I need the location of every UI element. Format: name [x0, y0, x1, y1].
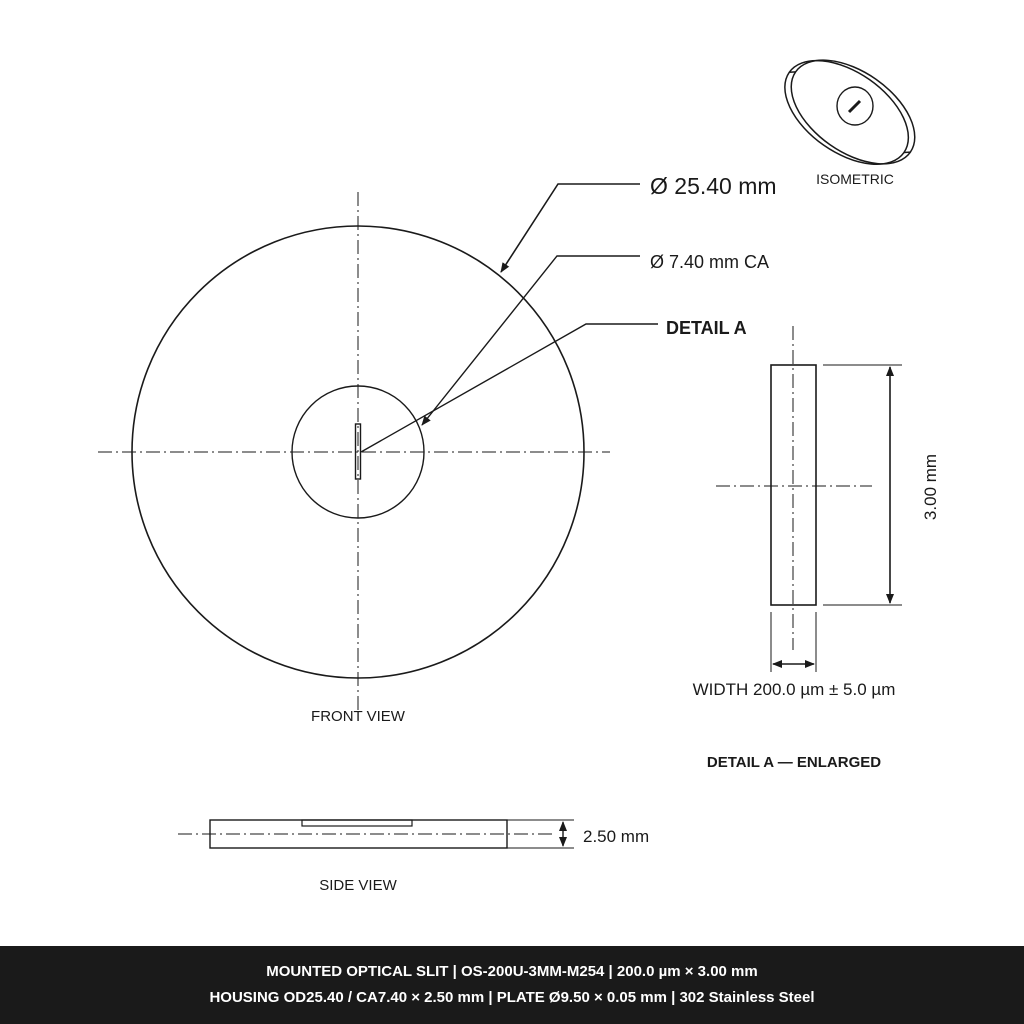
- od-leader: [501, 184, 640, 272]
- side-view-label: SIDE VIEW: [319, 877, 397, 894]
- slit-length-label: 3.00 mm: [921, 453, 940, 521]
- side-view: [178, 820, 649, 894]
- isometric-disc: [773, 39, 934, 185]
- isometric-label: ISOMETRIC: [816, 171, 894, 187]
- od-dimension-label: Ø 25.40 mm: [650, 173, 777, 199]
- ca-dimension-label: Ø 7.40 mm CA: [650, 252, 770, 272]
- detail-callout-label: DETAIL A: [666, 318, 747, 338]
- title-block-line-1: MOUNTED OPTICAL SLIT | OS-200U-3MM-M254 | 200.0 µm × 3.00 mm: [266, 963, 758, 980]
- front-view: [98, 173, 777, 725]
- side-plate-rect: [302, 820, 412, 826]
- title-block-line-2: HOUSING OD25.40 / CA7.40 × 2.50 mm | PLATE Ø9.50 × 0.05 mm | 302 Stainless Steel: [209, 989, 815, 1006]
- detail-title-label: DETAIL A — ENLARGED: [706, 754, 882, 771]
- front-view-label: FRONT VIEW: [311, 708, 405, 725]
- detail-a-view: [693, 326, 940, 771]
- detail-leader: [361, 324, 658, 452]
- isometric-view: [766, 36, 933, 188]
- title-block: [0, 946, 1024, 1024]
- isometric-slit: [849, 101, 860, 112]
- thickness-label: 2.50 mm: [583, 827, 650, 846]
- ca-leader: [422, 256, 640, 425]
- slit-width-label: WIDTH 200.0 µm ± 5.0 µm: [692, 680, 896, 699]
